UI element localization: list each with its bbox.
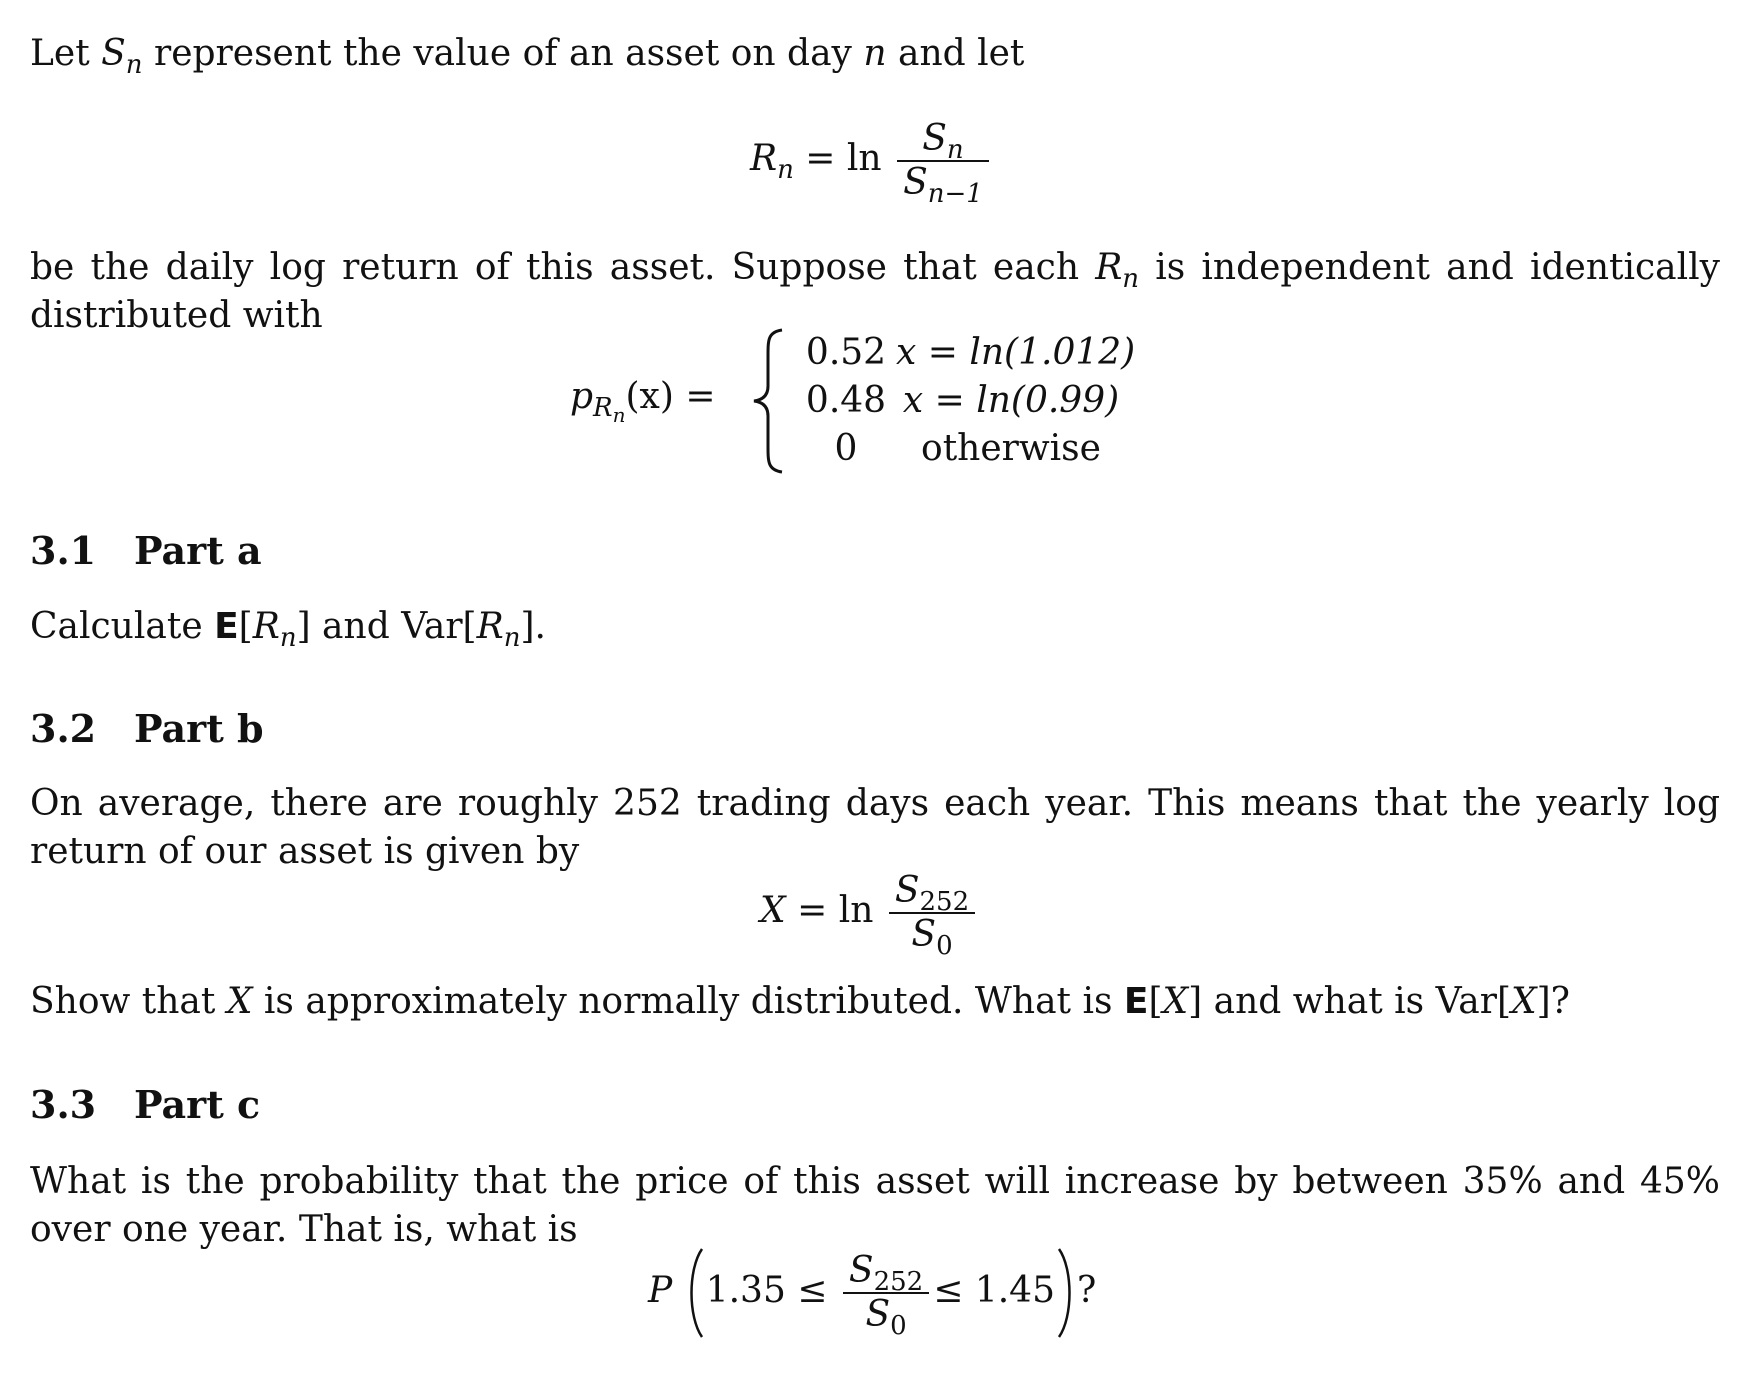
yearly-return-equation: X = ln $\frac{S_{252}}{S_0}$ [760, 870, 979, 956]
left-paren-icon [684, 1245, 706, 1341]
right-paren-icon [1055, 1245, 1077, 1341]
symbol-day-n: n [863, 33, 887, 74]
symbol-R-sub: n [1122, 264, 1140, 294]
part-a-question: Calculate $E[R_n]$ and $Var[R_n]$. [30, 606, 546, 653]
intro-text-2: represent the value of an asset on day [142, 33, 864, 74]
part-c-text: What is the probability that the price of this asset will increase by between 35% and 45% over one year. That is, what is [30, 1161, 1720, 1250]
pmf-row-1: 0.52 x = ln(1.012) [805, 332, 1136, 373]
pmf-definition [570, 326, 1170, 476]
pmf-row-2: 0.48 x = ln(0.99) [805, 380, 1120, 421]
para2-text-2: is independent and identically distributed with [30, 247, 1721, 336]
symbol-R: R [1095, 247, 1123, 288]
expectation-symbol: E [214, 606, 239, 647]
part-c-fraction: $\frac{S_{252}}{S_0}$ [843, 1250, 929, 1336]
para2-text-1: be the daily log return of this asset. Suppose that each [30, 247, 1096, 288]
eq1-lhs-sub: n [777, 155, 794, 185]
eq1-numerator: $S_n$ [897, 118, 989, 162]
eq1-fraction [897, 118, 989, 209]
symbol-n-sub: n [125, 50, 143, 80]
pmf-lhs: $p_{R_n}(x)$ = [570, 376, 716, 427]
intro-text-1: Let [30, 33, 102, 74]
intro-paragraph [30, 30, 1720, 78]
eq1-lhs: R [750, 138, 778, 179]
section-heading-part-a: 3.1 Part a [30, 528, 262, 573]
part-b-text: On average, there are roughly 252 trading days each year. This means that the yearly log return of our asset is given by [30, 783, 1720, 872]
pmf-row-3: 0 otherwise [834, 428, 1101, 469]
intro-text-3: and let [886, 33, 1025, 74]
eq1-equals-ln: = ln [793, 138, 882, 179]
log-return-equation [750, 118, 993, 209]
eq1-denominator: $S_{n-1}$ [903, 162, 983, 209]
left-brace-icon [748, 326, 788, 476]
probability-expression: P 1.35 ≤ $\frac{S_{252}}{S_0}$ ≤ 1.45 ? [648, 1245, 1096, 1341]
part-b-fraction: $\frac{S_{252}}{S_0}$ [889, 870, 975, 956]
part-b-question: Show that X is approximately normally distributed. What is E[X] and what is Var[X]? [30, 981, 1570, 1022]
section-heading-part-b: 3.2 Part b [30, 706, 264, 751]
symbol-S: S [101, 33, 126, 74]
section-heading-part-c: 3.3 Part c [30, 1082, 261, 1127]
